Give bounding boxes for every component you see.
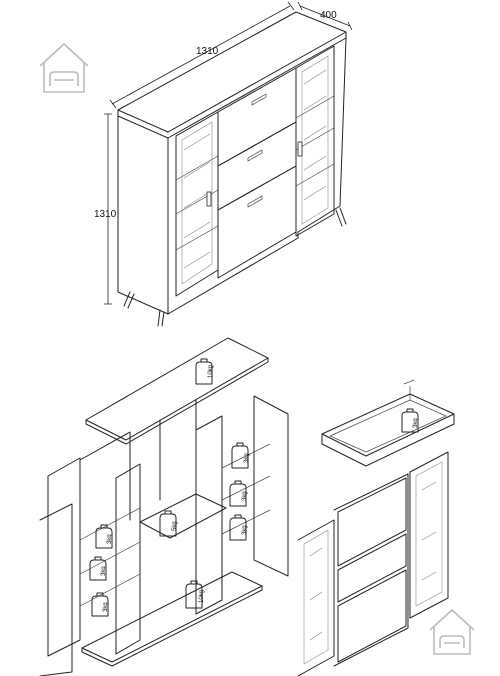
- svg-text:3kg: 3kg: [242, 525, 248, 535]
- depth-label: 400: [320, 10, 337, 21]
- exploded-carcass: [40, 338, 288, 676]
- weight-badge-left-3: [92, 593, 109, 616]
- assembled-cabinet: [118, 12, 346, 326]
- width-dimension: [110, 2, 294, 108]
- exploded-drawer: [322, 380, 454, 466]
- weight-badge-right-1: [232, 443, 250, 468]
- svg-text:10kg: 10kg: [208, 364, 214, 378]
- svg-text:3kg: 3kg: [244, 453, 250, 463]
- width-label: 1310: [196, 46, 219, 57]
- weight-badge-drawer: [402, 409, 419, 432]
- weight-badge-right-2: [230, 481, 248, 506]
- svg-text:3kg: 3kg: [103, 602, 109, 612]
- svg-text:3kg: 3kg: [413, 418, 419, 428]
- svg-text:3kg: 3kg: [242, 491, 248, 501]
- house-sofa-logo-icon: [40, 44, 88, 92]
- weight-badge-center: [160, 511, 178, 536]
- height-label: 1310: [94, 209, 117, 220]
- svg-text:3kg: 3kg: [107, 534, 113, 544]
- svg-text:3kg: 3kg: [101, 566, 107, 576]
- exploded-fronts: [298, 452, 448, 676]
- height-dimension: [94, 114, 117, 304]
- svg-text:5kg: 5kg: [172, 521, 178, 531]
- svg-text:10kg: 10kg: [199, 589, 205, 603]
- weight-badge-left-2: [90, 557, 107, 580]
- weight-badge-left-1: [96, 525, 113, 548]
- house-sofa-logo-icon-bottom: [430, 610, 474, 654]
- weight-badge-right-3: [230, 515, 248, 540]
- weight-badge-top: [196, 359, 214, 384]
